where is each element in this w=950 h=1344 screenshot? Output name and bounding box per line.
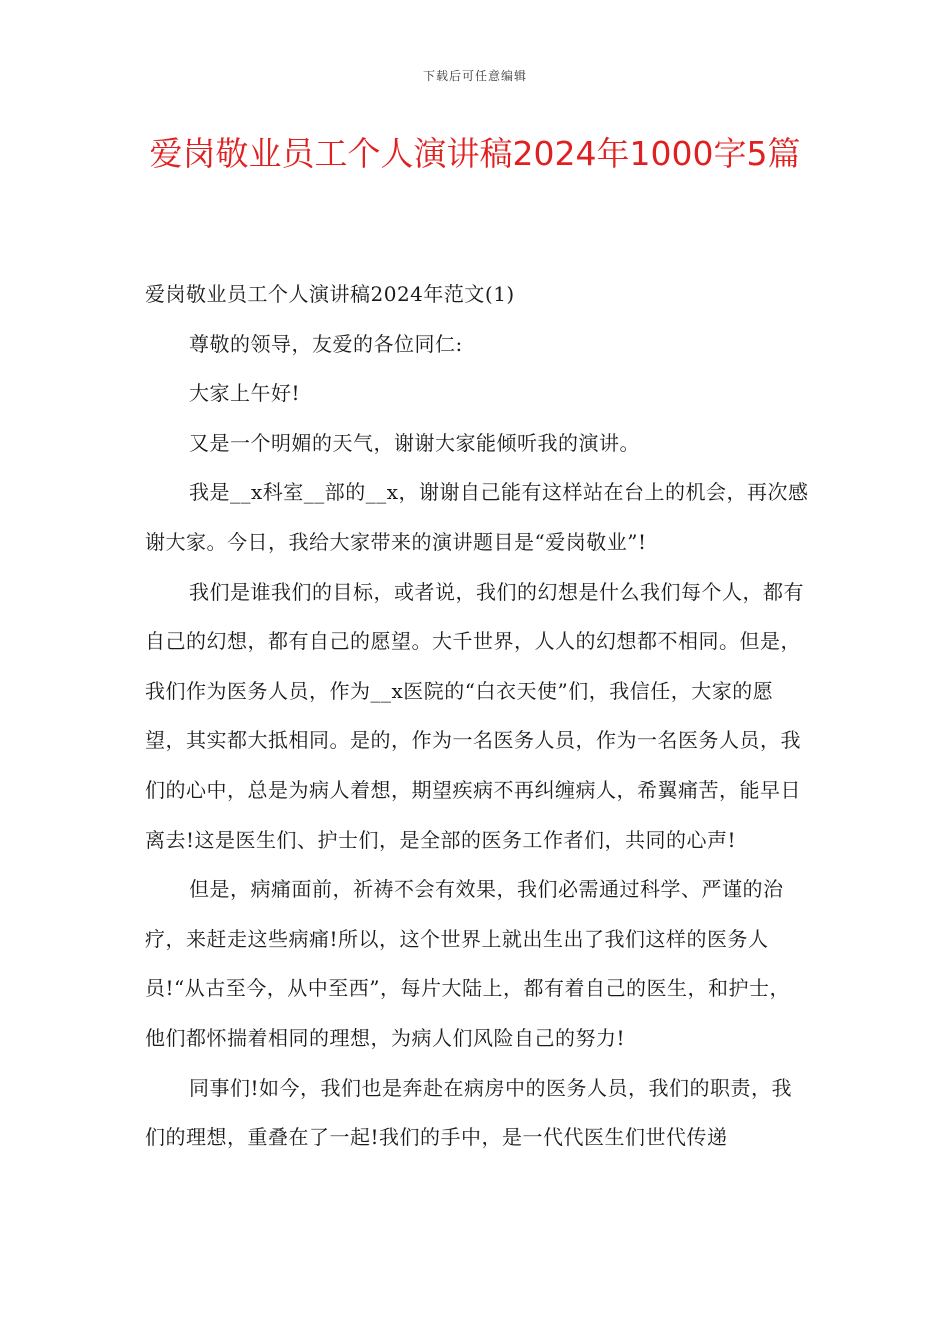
document-title: 爱岗敬业员工个人演讲稿2024年1000字5篇 xyxy=(149,134,801,173)
paragraph-intro: 我是__x科室__部的__x，谢谢自己能有这样站在台上的机会，再次感谢大家。今日，我给大家带来的演讲题目是“爱岗敬业”! xyxy=(145,480,809,554)
section-heading: 爱岗敬业员工个人演讲稿2024年范文(1) xyxy=(145,282,515,306)
paragraph-greeting: 尊敬的领导，友爱的各位同仁: xyxy=(189,331,463,356)
paragraph-dreams: 我们是谁我们的目标，或者说，我们的幻想是什么我们每个人，都有自己的幻想，都有自己的愿望。大千世界，人人的幻想都不相同。但是，我们作为医务人员，作为__x医院的“白衣天使”们，我信任，大家的愿望，其实都大抵相同。是的，作为一名医务人员，作为一名医务人员，我们的心中，总是为病人着想，期望疾病不再纠缠病人，希翼痛苦，能早日离去!这是医生们、护士们，是全部的医务工作者们，共同的心声! xyxy=(145,579,804,852)
paragraph-hello: 大家上午好! xyxy=(189,381,301,406)
paragraph-weather: 又是一个明媚的天气，谢谢大家能倾听我的演讲。 xyxy=(189,430,640,455)
document-body xyxy=(145,270,810,1163)
paragraph-colleagues: 同事们!如今，我们也是奔赴在病房中的医务人员，我们的职责，我们的理想，重叠在了一起!我们的手中，是一代代医生们世代传递 xyxy=(145,1075,793,1150)
header-note: 下载后可任意编辑 xyxy=(422,69,527,83)
paragraph-treatment: 但是，病痛面前，祈祷不会有效果，我们必需通过科学、严谨的治疗，来赶走这些病痛!所以，这个世界上就出生出了我们这样的医务人员!“从古至今，从中至西”，每片大陆上，都有着自己的医生，和护士，他们都怀揣着相同的理想，为病人们风险自己的努力! xyxy=(145,877,790,1050)
